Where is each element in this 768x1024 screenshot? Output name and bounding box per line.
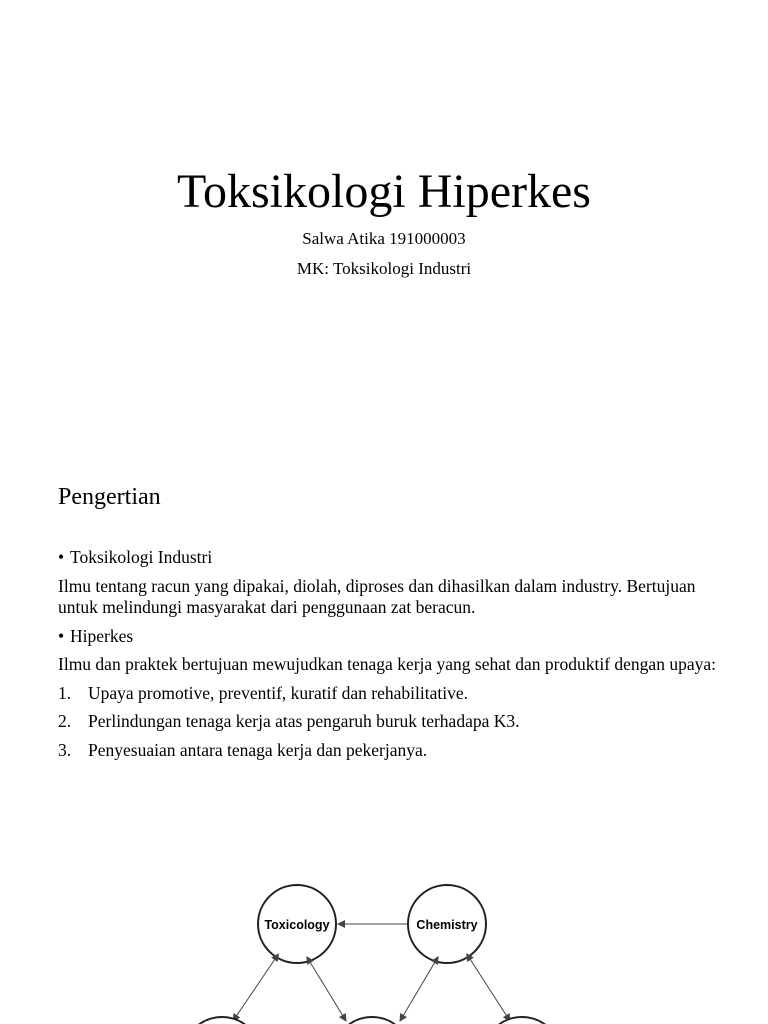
presentation-title: Toksikologi Hiperkes [177, 165, 591, 218]
slide-heading: Pengertian [58, 484, 161, 510]
arrow-toxicology-center [310, 962, 346, 1021]
arrow-toxicology-left [233, 959, 275, 1021]
author-line: Salwa Atika 191000003 [302, 229, 466, 248]
title-slide [0, 0, 768, 432]
bullet-item [58, 626, 728, 648]
paragraph: Ilmu dan praktek bertujuan mewujudkan tenaga kerja yang sehat dan produktif dengan upaya: [58, 654, 716, 674]
lower-left-node [183, 1017, 261, 1024]
definition-slide [0, 432, 768, 864]
disciplines-diagram [0, 864, 768, 1024]
item-number: 2. [58, 711, 72, 731]
course-line: MK: Toksikologi Industri [296, 259, 472, 278]
numbered-item [58, 740, 728, 762]
bullet-item [58, 547, 728, 569]
bullet-text: Hiperkes [70, 625, 134, 646]
bullet-dot-icon: • [58, 547, 65, 567]
diagram-slide [0, 864, 768, 1024]
item-number: 1. [58, 682, 72, 703]
item-text: Penyesuaian antara tenaga kerja dan pekerjanya. [88, 739, 428, 760]
arrow-chemistry-center [400, 962, 435, 1021]
toxicology-label: Toxicology [264, 918, 330, 932]
numbered-item [58, 711, 728, 733]
item-text: Perlindungan tenaga kerja atas pengaruh buruk terhadapa K3. [88, 711, 520, 731]
paragraph: Ilmu tentang racun yang dipakai, diolah, diproses dan dihasilkan dalam industry. Bertujuan untuk melindungi masyarakat dari penggunaan zat beracun. [58, 575, 696, 617]
bullet-text: Toksikologi Industri [70, 547, 213, 567]
chemistry-label: Chemistry [416, 918, 478, 932]
lower-right-node [483, 1017, 561, 1024]
slide-body [58, 547, 728, 768]
item-text: Upaya promotive, preventif, kuratif dan rehabilitative. [88, 682, 469, 703]
bullet-dot-icon: • [58, 625, 65, 646]
arrow-chemistry-right [470, 959, 510, 1021]
numbered-item [58, 683, 728, 705]
item-number: 3. [58, 739, 72, 760]
